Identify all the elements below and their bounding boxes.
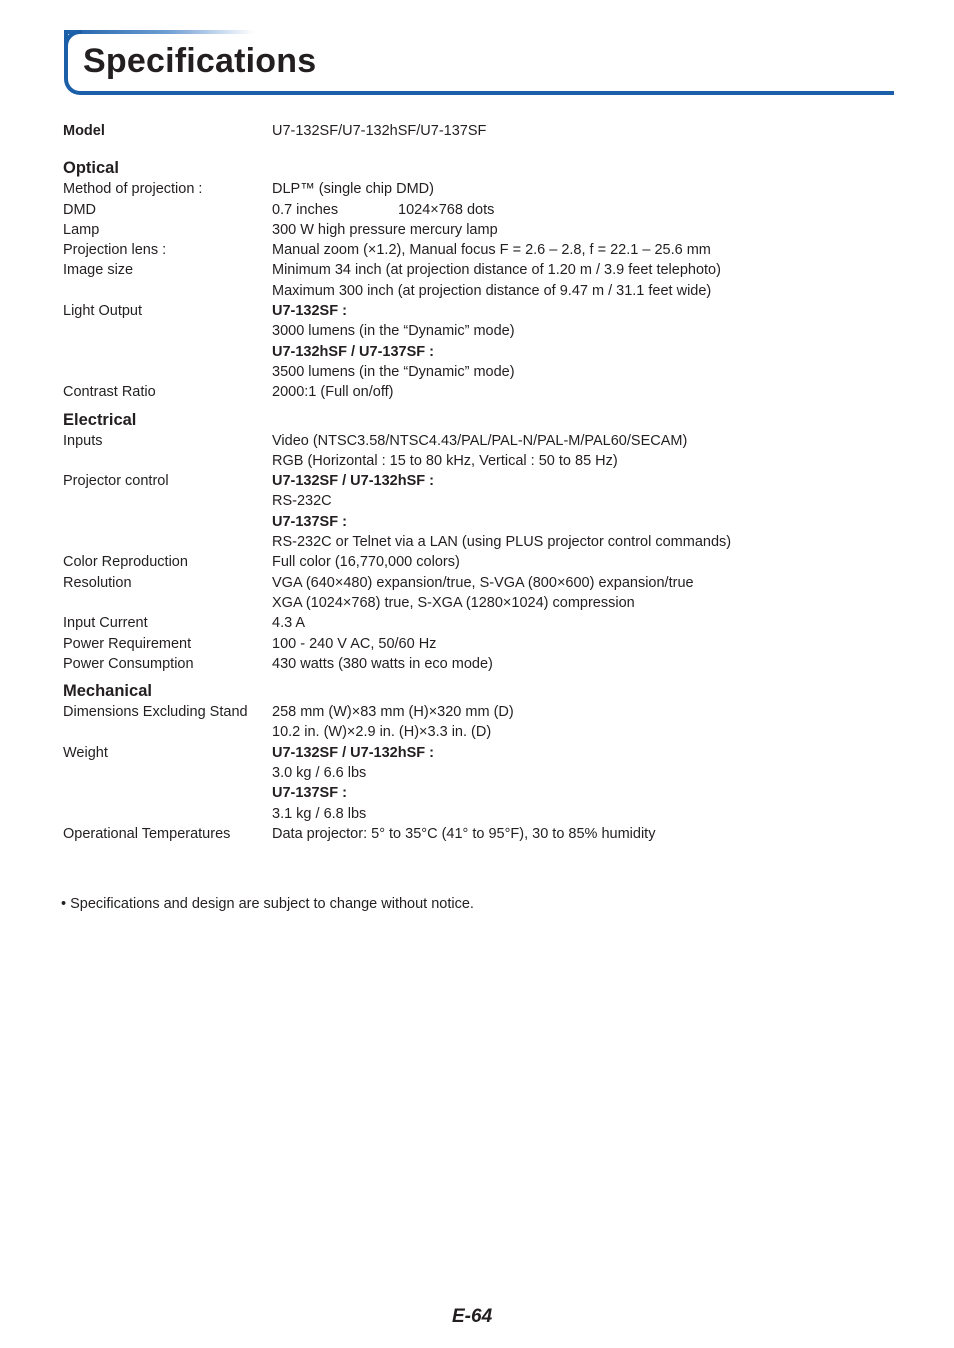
resolution-value-2: XGA (1024×768) true, S-XGA (1280×1024) compression	[272, 594, 635, 611]
power-requirement-value: 100 - 240 V AC, 50/60 Hz	[272, 635, 437, 652]
page-title: Specifications	[83, 42, 317, 80]
spec-row-lens	[63, 240, 883, 260]
spec-row-temperatures	[63, 824, 883, 844]
image-size-label: Image size	[63, 262, 134, 279]
contrast-value: 2000:1 (Full on/off)	[272, 384, 394, 401]
spec-row	[63, 362, 883, 382]
spec-row-power-requirement	[63, 634, 883, 654]
spec-row-image-size	[63, 260, 883, 280]
spec-row-method	[63, 179, 883, 199]
page-number: E-64	[452, 1306, 493, 1327]
lens-value: Manual zoom (×1.2), Manual focus F = 2.6 – 2.8, f = 22.1 – 25.6 mm	[272, 242, 711, 259]
spec-row	[63, 593, 883, 613]
projector-control-label: Projector control	[63, 473, 169, 490]
light-output-model-2: U7-132hSF / U7-137SF :	[272, 343, 434, 360]
inputs-label: Inputs	[63, 432, 103, 449]
spec-row-dmd	[63, 200, 883, 220]
light-output-label: Light Output	[63, 303, 142, 320]
spec-row	[63, 342, 883, 362]
section-heading-optical: Optical	[63, 159, 119, 178]
weight-label: Weight	[63, 744, 108, 761]
spec-row-resolution	[63, 573, 883, 593]
spec-row	[63, 804, 883, 824]
spec-row-contrast	[63, 382, 883, 402]
method-label: Method of projection :	[63, 181, 203, 198]
method-value: DLP™ (single chip DMD)	[272, 181, 434, 198]
power-consumption-value: 430 watts (380 watts in eco mode)	[272, 655, 493, 672]
spec-row	[63, 491, 883, 511]
lens-label: Projection lens :	[63, 242, 167, 259]
image-size-max: Maximum 300 inch (at projection distance of 9.47 m / 31.1 feet wide)	[272, 282, 712, 299]
input-current-label: Input Current	[63, 615, 148, 632]
section-heading-mechanical: Mechanical	[63, 682, 152, 701]
resolution-label: Resolution	[63, 574, 132, 591]
temperatures-label: Operational Temperatures	[63, 825, 231, 842]
spec-row	[63, 512, 883, 532]
color-value: Full color (16,770,000 colors)	[272, 554, 460, 571]
power-requirement-label: Power Requirement	[63, 635, 192, 652]
dimensions-label: Dimensions Excluding Stand	[63, 704, 248, 721]
title-frame-top-line	[64, 30, 254, 34]
model-label: Model	[63, 123, 105, 139]
weight-model-1: U7-132SF / U7-132hSF :	[272, 744, 434, 761]
light-output-model-1: U7-132SF :	[272, 303, 347, 320]
weight-value-2: 3.1 kg / 6.8 lbs	[272, 805, 367, 822]
spec-row-power-consumption	[63, 654, 883, 674]
spec-row	[63, 763, 883, 783]
temperatures-value: Data projector: 5° to 35°C (41° to 95°F), 30 to 85% humidity	[272, 825, 656, 842]
spec-table	[63, 121, 883, 844]
spec-row-dimensions	[63, 702, 883, 722]
dmd-resolution: 1024×768 dots	[398, 201, 495, 218]
spec-row-projector-control	[63, 471, 883, 491]
projector-control-model-2: U7-137SF :	[272, 513, 347, 530]
inputs-video: Video (NTSC3.58/NTSC4.43/PAL/PAL-N/PAL-M/PAL60/SECAM)	[272, 432, 688, 449]
inputs-rgb: RGB (Horizontal : 15 to 80 kHz, Vertical : 50 to 85 Hz)	[272, 452, 618, 469]
contrast-label: Contrast Ratio	[63, 384, 156, 401]
spec-row-color	[63, 552, 883, 572]
spec-row-model	[63, 121, 883, 141]
model-value: U7-132SF/U7-132hSF/U7-137SF	[272, 123, 487, 139]
light-output-value-2: 3500 lumens (in the “Dynamic” mode)	[272, 363, 515, 380]
dimensions-in: 10.2 in. (W)×2.9 in. (H)×3.3 in. (D)	[272, 724, 492, 741]
footnote: • Specifications and design are subject to change without notice.	[61, 896, 474, 912]
light-output-value-1: 3000 lumens (in the “Dynamic” mode)	[272, 323, 515, 340]
spec-row-image-size-max	[63, 281, 883, 301]
weight-model-2: U7-137SF :	[272, 785, 347, 802]
projector-control-model-1: U7-132SF / U7-132hSF :	[272, 473, 434, 490]
spec-row-lamp	[63, 220, 883, 240]
spec-row-light-output	[63, 301, 883, 321]
lamp-label: Lamp	[63, 221, 100, 238]
input-current-value: 4.3 A	[272, 615, 306, 632]
spec-row	[63, 532, 883, 552]
projector-control-value-2: RS-232C or Telnet via a LAN (using PLUS projector control commands)	[272, 534, 732, 551]
section-heading-electrical: Electrical	[63, 410, 137, 429]
lamp-value: 300 W high pressure mercury lamp	[272, 221, 498, 238]
spec-row-input-current	[63, 613, 883, 633]
spec-row	[63, 783, 883, 803]
dmd-value: 0.7 inches	[272, 201, 339, 218]
dmd-label: DMD	[63, 201, 97, 218]
spec-row	[63, 321, 883, 341]
spec-row-inputs	[63, 431, 883, 451]
spec-row-weight	[63, 743, 883, 763]
color-label: Color Reproduction	[63, 554, 188, 571]
dimensions-mm: 258 mm (W)×83 mm (H)×320 mm (D)	[272, 704, 514, 721]
power-consumption-label: Power Consumption	[63, 655, 194, 672]
spec-row	[63, 722, 883, 742]
spec-row	[63, 451, 883, 471]
image-size-min: Minimum 34 inch (at projection distance of 1.20 m / 3.9 feet telephoto)	[272, 262, 721, 279]
weight-value-1: 3.0 kg / 6.6 lbs	[272, 765, 367, 782]
resolution-value-1: VGA (640×480) expansion/true, S-VGA (800×600) expansion/true	[272, 574, 694, 591]
projector-control-value-1: RS-232C	[272, 493, 332, 510]
